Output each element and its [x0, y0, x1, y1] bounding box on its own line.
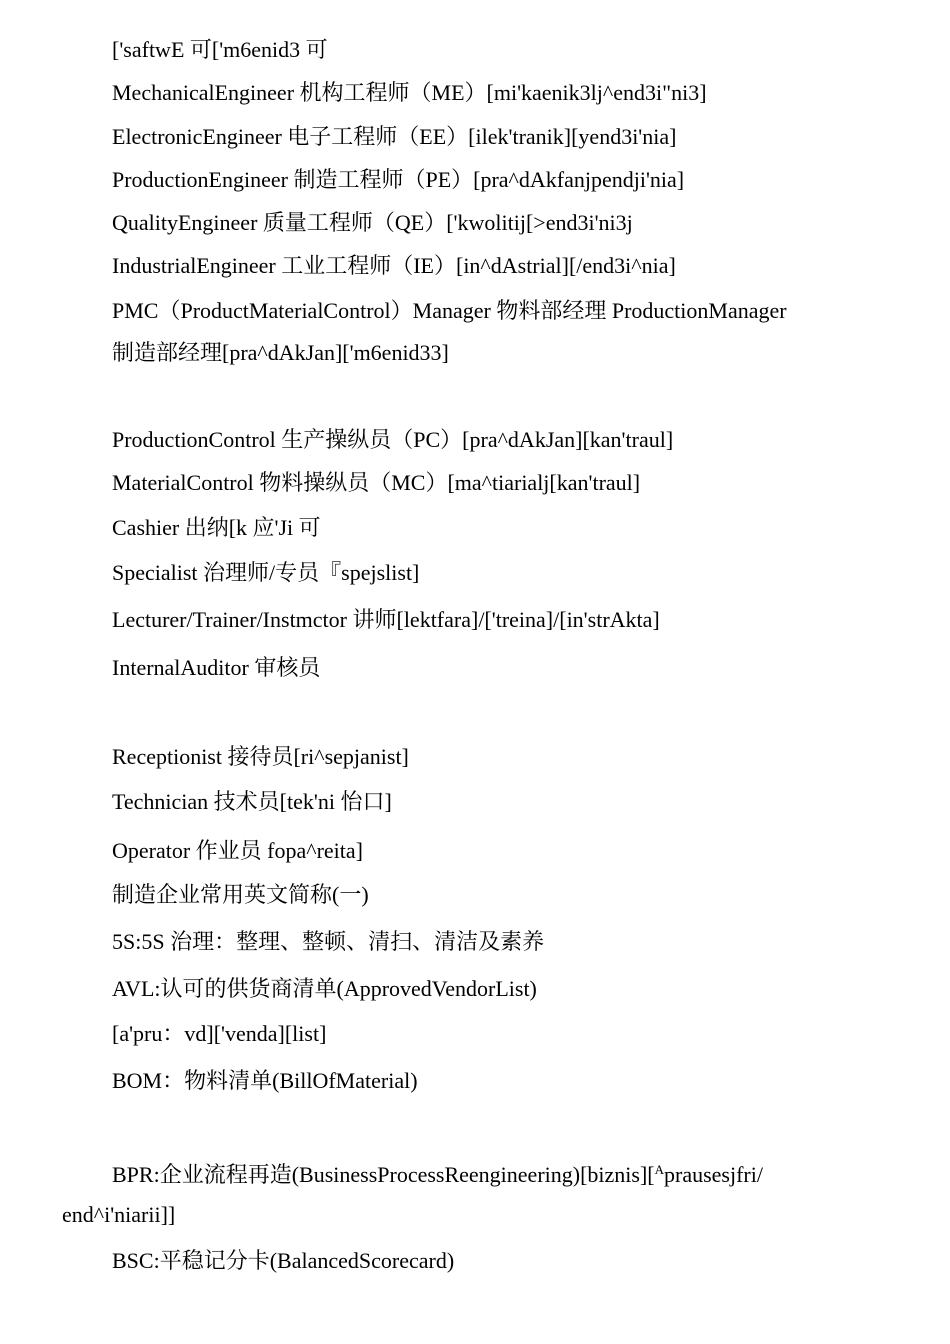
text-line: ['saftwE 可['m6enid3 可 [112, 37, 328, 62]
text-line: Specialist 治理师/专员『spejslist] [112, 560, 420, 585]
text-line: Lecturer/Trainer/Instmctor 讲师[lektfara]/['treina]/[in'strAkta] [112, 607, 660, 632]
text-line: BPR:企业流程再造(BusinessProcessReengineering)[biznis][$^A$prausesjfri/ [112, 1162, 763, 1187]
text-line: end^i'niarii]] [62, 1202, 176, 1227]
text-line: Technician 技术员[tek'ni 怡口] [112, 789, 392, 814]
text-line: IndustrialEngineer 工业工程师（IE）[in^dAstrial][/end3i^nia] [112, 253, 676, 278]
text-line: MaterialControl 物料操纵员（MC）[ma^tiarialj[kan'traul] [112, 470, 641, 495]
text-line: PMC（ProductMaterialControl）Manager 物料部经理 ProductionManager [112, 298, 787, 323]
text-line: AVL:认可的供货商清单(ApprovedVendorList) [112, 976, 537, 1001]
text-line: BOM：物料清单(BillOfMaterial) [112, 1068, 418, 1093]
text-line: Operator 作业员 fopa^reita] [112, 838, 364, 863]
section-heading: 制造企业常用英文简称(一) [112, 882, 369, 907]
text-line: [a'pru：vd]['venda][list] [112, 1021, 327, 1046]
text-line: Receptionist 接待员[ri^sepjanist] [112, 744, 409, 769]
text-line: ProductionControl 生产操纵员（PC）[pra^dAkJan][kan'traul] [112, 427, 674, 452]
text-line: InternalAuditor 审核员 [112, 655, 321, 680]
text-line: MechanicalEngineer 机构工程师（ME）[mi'kaenik3lj^end3i"ni3] [112, 80, 707, 105]
text-line: Cashier 出纳[k 应'Ji 可 [112, 515, 321, 540]
text-line: ProductionEngineer 制造工程师（PE）[pra^dAkfanjpendji'nia] [112, 167, 685, 192]
text-line: ElectronicEngineer 电子工程师（EE）[ilek'tranik][yend3i'nia] [112, 124, 677, 149]
text-line: QualityEngineer 质量工程师（QE）['kwolitij[>end3i'ni3j [112, 210, 633, 235]
text-line: 制造部经理[pra^dAkJan]['m6enid33] [112, 340, 449, 365]
text-line: 5S:5S 治理：整理、整顿、清扫、清洁及素养 [112, 929, 545, 954]
text-line: BSC:平稳记分卡(BalancedScorecard) [112, 1248, 455, 1273]
